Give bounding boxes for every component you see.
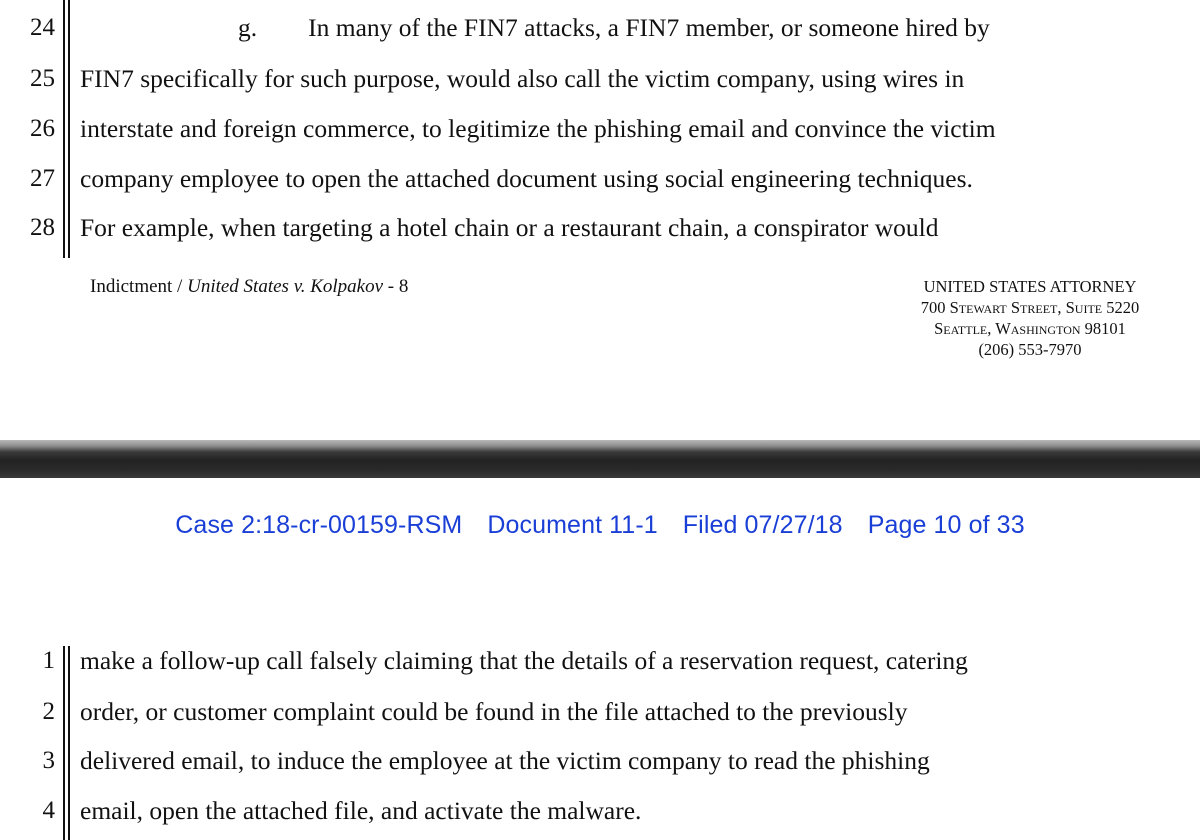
footer-prefix: Indictment / — [90, 276, 188, 297]
line-number: 27 — [30, 165, 55, 192]
line-number: 25 — [30, 65, 55, 92]
us-attorney-address — [880, 276, 1180, 360]
paragraph-line: For example, when targeting a hotel chain or a restaurant chain, a conspirator would — [80, 213, 939, 242]
document-number: Document 11-1 — [487, 511, 658, 539]
ecf-case-header — [0, 511, 1200, 540]
paragraph-line: g. In many of the FIN7 attacks, a FIN7 member, or someone hired by — [238, 13, 990, 42]
paragraph-line: company employee to open the attached document using social engineering techniques. — [80, 164, 973, 193]
line-number: 26 — [30, 115, 55, 142]
footer-case-name: United States v. Kolpakov — [187, 276, 384, 297]
city-state-zip: Seattle, Washington 98101 — [934, 319, 1126, 338]
line-number: 24 — [30, 14, 55, 41]
paragraph-line: delivered email, to induce the employee at the victim company to read the phishing — [80, 746, 930, 775]
phone-number: (206) 553-7970 — [978, 340, 1082, 359]
paragraph-line: FIN7 specifically for such purpose, would also call the victim company, using wires in — [80, 64, 965, 93]
line-number: 2 — [42, 698, 55, 725]
line-number: 28 — [30, 214, 55, 241]
street-address: 700 Stewart Street, Suite 5220 — [920, 298, 1140, 317]
paragraph-line: order, or customer complaint could be found in the file attached to the previously — [80, 697, 908, 726]
bottom-page — [0, 478, 1200, 840]
line-number: 1 — [42, 647, 55, 674]
page-count: Page 10 of 33 — [867, 511, 1025, 539]
footer-page-number: - 8 — [383, 276, 409, 297]
paragraph-line: make a follow-up call falsely claiming that the details of a reservation request, catering — [80, 646, 968, 675]
pleading-rule-lines — [63, 0, 71, 258]
page-divider — [0, 440, 1200, 478]
pleading-rule-lines — [63, 646, 71, 840]
line-number: 4 — [42, 797, 55, 824]
paragraph-line: interstate and foreign commerce, to legitimize the phishing email and convince the victim — [80, 114, 996, 143]
line-number: 3 — [42, 747, 55, 774]
filed-date: Filed 07/27/18 — [682, 511, 843, 539]
footer-citation — [90, 276, 408, 298]
attorney-office: UNITED STATES ATTORNEY — [923, 277, 1137, 296]
case-number: Case 2:18-cr-00159-RSM — [175, 511, 463, 539]
paragraph-line: email, open the attached file, and activate the malware. — [80, 796, 642, 825]
